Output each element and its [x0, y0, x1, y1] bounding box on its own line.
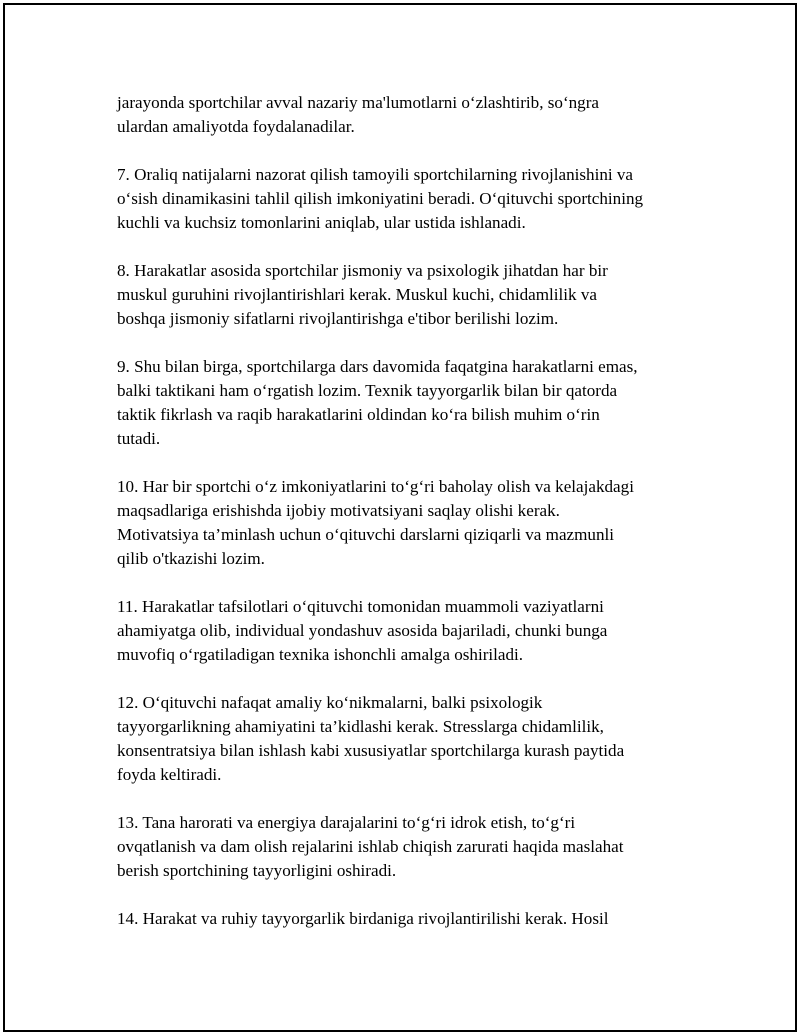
text-line: 9. Shu bilan birga, sportchilarga dars davomida faqatgina harakatlarni emas, — [117, 357, 638, 376]
text-line: berish sportchining tayyorligini oshiradi. — [117, 861, 397, 880]
paragraph-12 — [117, 691, 697, 787]
text-line: 11. Harakatlar tafsilotlari o‘qituvchi tomonidan muammoli vaziyatlarni — [117, 597, 604, 616]
text-line: tayyorgarlikning ahamiyatini ta’kidlashi kerak. Stresslarga chidamlilik, — [117, 717, 604, 736]
text-line: maqsadlariga erishishda ijobiy motivatsiyani saqlay olishi kerak. — [117, 501, 560, 520]
text-line: 12. O‘qituvchi nafaqat amaliy ko‘nikmalarni, balki psixologik — [117, 693, 543, 712]
text-line: 14. Harakat va ruhiy tayyorgarlik birdaniga rivojlantirilishi kerak. Hosil — [117, 909, 609, 928]
text-line: 13. Tana harorati va energiya darajalarini to‘g‘ri idrok etish, to‘g‘ri — [117, 813, 576, 832]
paragraph-7 — [117, 163, 697, 235]
paragraph-9 — [117, 355, 697, 451]
paragraph-10 — [117, 475, 697, 571]
text-line: 7. Oraliq natijalarni nazorat qilish tamoyili sportchilarning rivojlanishini va — [117, 165, 634, 184]
text-line: qilib o'tkazishi lozim. — [117, 549, 265, 568]
text-line: konsentratsiya bilan ishlash kabi xususiyatlar sportchilarga kurash paytida — [117, 741, 625, 760]
text-line: taktik fikrlash va raqib harakatlarini oldindan ko‘ra bilish muhim o‘rin — [117, 405, 600, 424]
text-line: 8. Harakatlar asosida sportchilar jismoniy va psixologik jihatdan har bir — [117, 261, 608, 280]
text-line: jarayonda sportchilar avval nazariy ma'lumotlarni o‘zlashtirib, so‘ngra — [117, 93, 600, 112]
text-line: foyda keltiradi. — [117, 765, 222, 784]
text-line: 10. Har bir sportchi o‘z imkoniyatlarini to‘g‘ri baholay olish va kelajakdagi — [117, 477, 634, 496]
paragraph-8 — [117, 259, 697, 331]
text-line: muvofiq o‘rgatiladigan texnika ishonchli amalga oshiriladi. — [117, 645, 524, 664]
text-line: muskul guruhini rivojlantirishlari kerak. Muskul kuchi, chidamlilik va — [117, 285, 597, 304]
text-line: kuchli va kuchsiz tomonlarini aniqlab, ular ustida ishlanadi. — [117, 213, 526, 232]
paragraph-14 — [117, 907, 697, 931]
text-line: o‘sish dinamikasini tahlil qilish imkoniyatini beradi. O‘qituvchi sportchining — [117, 189, 644, 208]
text-line: ulardan amaliyotda foydalanadilar. — [117, 117, 355, 136]
paragraph-continuation — [117, 91, 697, 139]
paragraph-11 — [117, 595, 697, 667]
text-line: balki taktikani ham o‘rgatish lozim. Texnik tayyorgarlik bilan bir qatorda — [117, 381, 618, 400]
text-line: boshqa jismoniy sifatlarni rivojlantirishga e'tibor berilishi lozim. — [117, 309, 559, 328]
text-line: ovqatlanish va dam olish rejalarini ishlab chiqish zarurati haqida maslahat — [117, 837, 624, 856]
paragraph-13 — [117, 811, 697, 883]
text-line: Motivatsiya ta’minlash uchun o‘qituvchi darslarni qiziqarli va mazmunli — [117, 525, 615, 544]
document-body — [117, 91, 697, 955]
text-line: tutadi. — [117, 429, 161, 448]
text-line: ahamiyatga olib, individual yondashuv asosida bajariladi, chunki bunga — [117, 621, 608, 640]
